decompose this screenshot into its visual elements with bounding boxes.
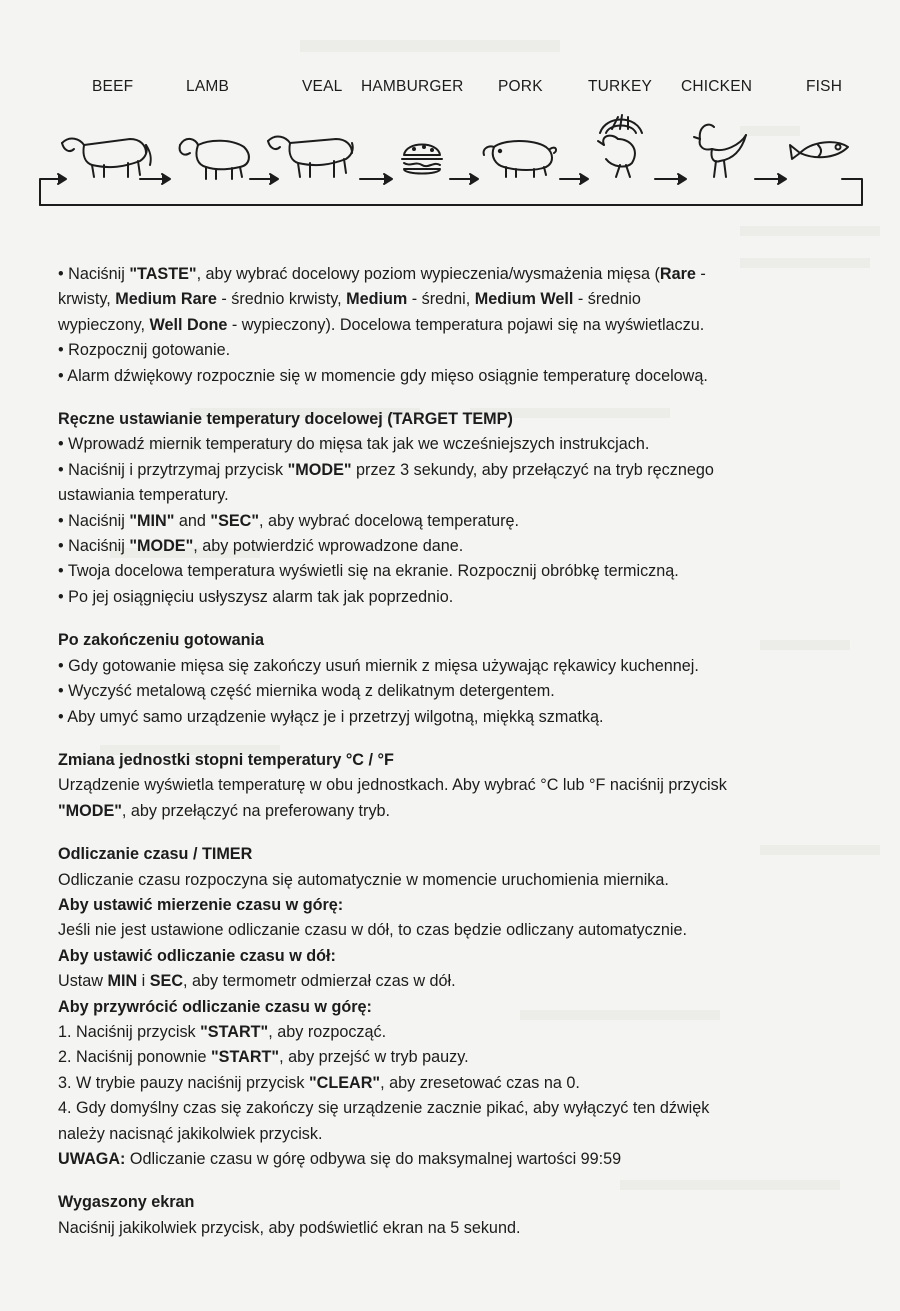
label-fish: FISH	[806, 78, 843, 95]
hamburger-icon	[402, 145, 442, 174]
calf-icon	[268, 137, 353, 177]
units-line-2: "MODE", aby przełączyć na preferowany tryb.	[58, 801, 391, 820]
lamb-icon	[180, 139, 249, 179]
manual-item-4: • Naciśnij "MODE", aby potwierdzić wprowadzone dane.	[58, 537, 464, 556]
doneness-item-start: • Rozpocznij gotowanie.	[58, 341, 231, 360]
label-hamburger: HAMBURGER	[361, 78, 464, 95]
label-pork: PORK	[498, 78, 543, 95]
manual-heading: Ręczne ustawianie temperatury docelowej (TARGET TEMP)	[58, 410, 513, 429]
timer-step-1: 1. Naciśnij przycisk "START", aby rozpocząć.	[58, 1022, 387, 1041]
pig-icon	[484, 141, 556, 177]
after-heading: Po zakończeniu gotowania	[58, 631, 264, 650]
timer-heading: Odliczanie czasu / TIMER	[58, 845, 253, 864]
units-heading: Zmiana jednostki stopni temperatury °C / °F	[58, 750, 394, 769]
timer-up-text: Jeśli nie jest ustawione odliczanie czasu w dół, to czas będzie odliczany automatycznie.	[58, 921, 687, 940]
doneness-line-2: krwisty, Medium Rare - średnio krwisty, Medium - średni, Medium Well - średnio	[58, 290, 641, 309]
after-item-3: • Aby umyć samo urządzenie wyłącz je i przetrzyj wilgotną, miękką szmatką.	[58, 707, 604, 726]
flow-arrows-icon	[40, 174, 862, 205]
timer-step-3: 3. W trybie pauzy naciśnij przycisk "CLEAR", aby zresetować czas na 0.	[58, 1073, 580, 1092]
timer-note: UWAGA: Odliczanie czasu w górę odbywa się do maksymalnej wartości 99:59	[58, 1150, 622, 1168]
manual-item-6: • Po jej osiągnięciu usłyszysz alarm tak jak poprzednio.	[58, 587, 454, 606]
label-beef: BEEF	[92, 78, 134, 95]
screen-text: Naciśnij jakikolwiek przycisk, aby podświetlić ekran na 5 sekund.	[58, 1218, 521, 1237]
cow-icon	[62, 139, 151, 177]
timer-step-2: 2. Naciśnij ponownie "START", aby przejść w tryb pauzy.	[58, 1048, 469, 1067]
timer-line-1: Odliczanie czasu rozpoczyna się automatycznie w momencie uruchomienia miernika.	[58, 870, 669, 889]
units-line-1: Urządzenie wyświetla temperaturę w obu jednostkach. Aby wybrać °C lub °F naciśnij przycisk	[58, 776, 727, 795]
instructions-body	[58, 262, 868, 1241]
after-item-1: • Gdy gotowanie mięsa się zakończy usuń miernik z mięsa używając rękawicy kuchennej.	[58, 656, 699, 675]
meat-flow-diagram	[0, 105, 900, 215]
doneness-item-alarm: • Alarm dźwiękowy rozpocznie się w momencie gdy mięso osiągnie temperaturę docelową.	[58, 366, 708, 385]
label-veal: VEAL	[302, 78, 343, 95]
timer-step-4-cont: należy nacisnąć jakikolwiek przycisk.	[58, 1124, 323, 1143]
manual-item-2: • Naciśnij i przytrzymaj przycisk "MODE" przez 3 sekundy, aby przełączyć na tryb ręcznego	[58, 460, 714, 479]
meat-labels-row	[0, 78, 900, 98]
doneness-line-1: • Naciśnij "TASTE", aby wybrać docelowy poziom wypieczenia/wysmażenia mięsa (Rare -	[58, 265, 706, 283]
label-lamb: LAMB	[186, 78, 230, 95]
timer-down-heading: Aby ustawić odliczanie czasu w dół:	[58, 946, 336, 965]
doneness-line-3: wypieczony, Well Done - wypieczony). Docelowa temperatura pojawi się na wyświetlaczu.	[58, 315, 705, 334]
timer-down-text: Ustaw MIN i SEC, aby termometr odmierzał czas w dół.	[58, 972, 456, 991]
manual-item-1: • Wprowadź miernik temperatury do mięsa tak jak we wcześniejszych instrukcjach.	[58, 435, 650, 454]
turkey-icon	[598, 115, 642, 177]
timer-restore-heading: Aby przywrócić odliczanie czasu w górę:	[58, 997, 372, 1016]
timer-step-4: 4. Gdy domyślny czas się zakończy się urządzenie zacznie pikać, aby wyłączyć ten dźwięk	[58, 1099, 710, 1118]
after-item-2: • Wyczyść metalową część miernika wodą z delikatnym detergentem.	[58, 682, 555, 701]
label-turkey: TURKEY	[588, 78, 653, 95]
timer-up-heading: Aby ustawić mierzenie czasu w górę:	[58, 895, 344, 914]
manual-item-5: • Twoja docelowa temperatura wyświetli się na ekranie. Rozpocznij obróbkę termiczną.	[58, 562, 679, 581]
chicken-icon	[694, 125, 746, 177]
manual-item-3: • Naciśnij "MIN" and "SEC", aby wybrać docelową temperaturę.	[58, 511, 520, 530]
manual-item-2-cont: ustawiania temperatury.	[58, 486, 229, 505]
screen-heading: Wygaszony ekran	[58, 1193, 195, 1212]
fish-icon	[790, 142, 848, 159]
label-chicken: CHICKEN	[681, 78, 753, 95]
